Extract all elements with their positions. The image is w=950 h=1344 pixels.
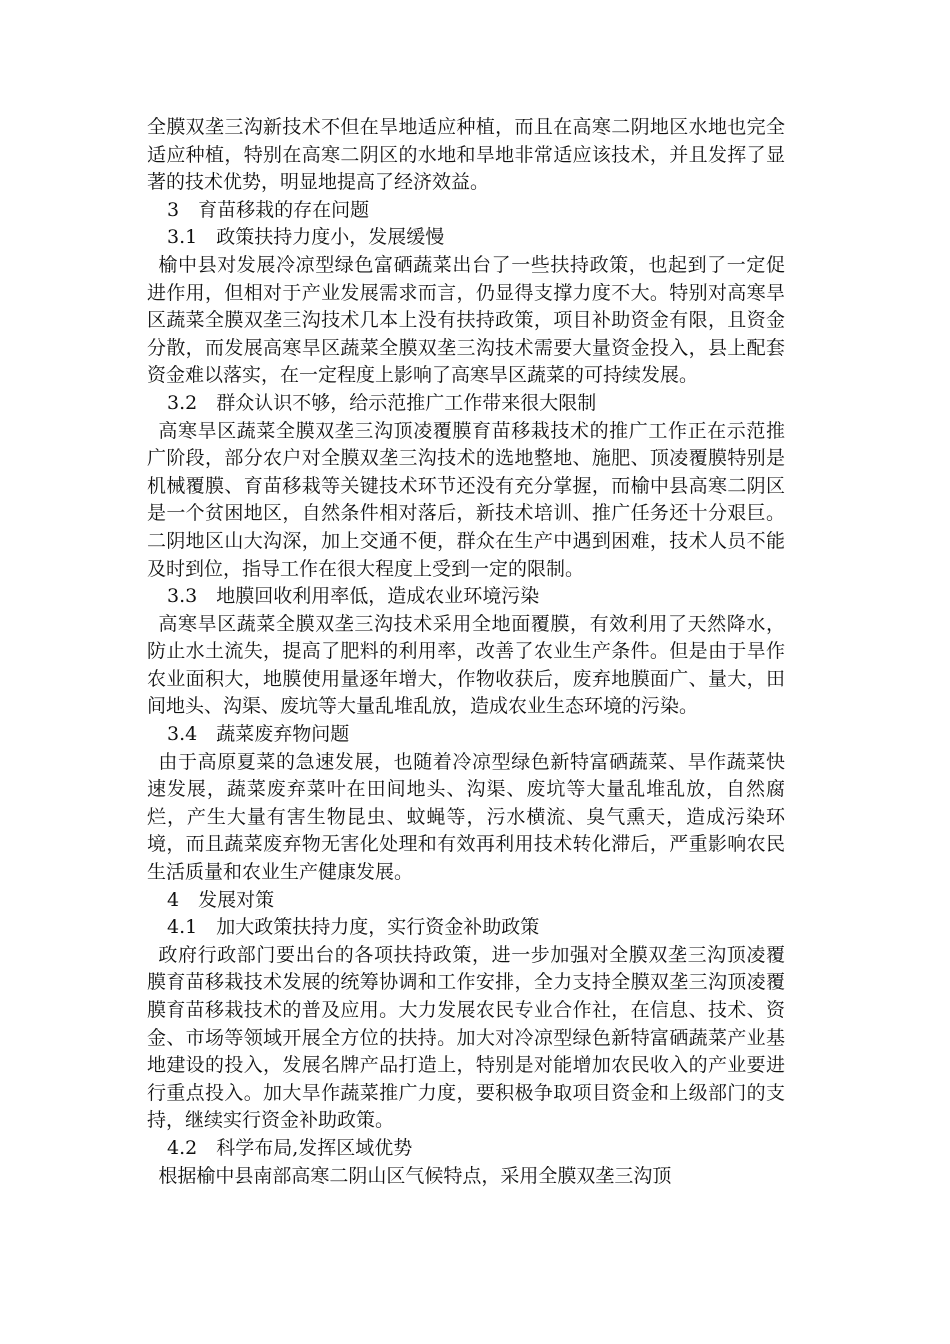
section-heading-3: 3 育苗移栽的存在问题 xyxy=(167,198,370,221)
paragraph-3-1: 榆中县对发展冷凉型绿色富硒蔬菜出台了一些扶持政策，也起到了一定促进作用，但相对于产业发展需求而言，仍显得支撑力度不大。特别对高寒旱区蔬菜全膜双垄三沟技术几本上没有扶持政策，项目补助资金有限，且资金分散，而发展高寒旱区蔬菜全膜双垄三沟技术需要大量资金投入，县上配套资金难以落实，在一定程度上影响了高寒旱区蔬菜的可持续发展。 xyxy=(147,253,785,387)
subsection-heading-4-2: 4.2 科学布局,发挥区域优势 xyxy=(167,1136,413,1159)
paragraph-4-1: 政府行政部门要出台的各项扶持政策，进一步加强对全膜双垄三沟顶凌覆膜育苗移栽技术发展的统筹协调和工作安排，全力支持全膜双垄三沟顶凌覆膜育苗移栽技术的普及应用。大力发展农民专业合作社，在信息、技术、资金、市场等领域开展全方位的扶持。加大对冷凉型绿色新特富硒蔬菜产业基地建设的投入，发展名牌产品打造上，特别是对能增加农民收入的产业要进行重点投入。加大旱作蔬菜推广力度，要积极争取项目资金和上级部门的支持，继续实行资金补助政策。 xyxy=(147,943,785,1132)
paragraph-3-4: 由于高原夏菜的急速发展，也随着冷凉型绿色新特富硒蔬菜、旱作蔬菜快速发展，蔬菜废弃菜叶在田间地头、沟渠、废坑等大量乱堆乱放，自然腐烂，产生大量有害生物昆虫、蚊蝇等，污水横流、臭气熏天，造成污染环境，而且蔬菜废弃物无害化处理和有效再利用技术转化滞后，严重影响农民生活质量和农业生产健康发展。 xyxy=(147,750,785,884)
subsection-heading-3-3: 3.3 地膜回收利用率低，造成农业环境污染 xyxy=(167,585,540,608)
paragraph-3-3: 高寒旱区蔬菜全膜双垄三沟技术采用全地面覆膜，有效利用了天然降水，防止水土流失，提高了肥料的利用率，改善了农业生产条件。但是由于旱作农业面积大，地膜使用量逐年增大，作物收获后，废弃地膜面广、量大，田间地头、沟渠、废坑等大量乱堆乱放，造成农业生态环境的污染。 xyxy=(147,612,785,718)
document-body xyxy=(147,114,785,1190)
subsection-heading-3-1: 3.1 政策扶持力度小，发展缓慢 xyxy=(167,226,445,249)
paragraph-4-2: 根据榆中县南部高寒二阴山区气候特点，采用全膜双垄三沟顶 xyxy=(158,1164,672,1187)
section-heading-4: 4 发展对策 xyxy=(167,888,275,911)
subsection-heading-3-4: 3.4 蔬菜废弃物问题 xyxy=(167,723,350,746)
subsection-heading-3-2: 3.2 群众认识不够，给示范推广工作带来很大限制 xyxy=(167,391,597,414)
paragraph-3-2: 高寒旱区蔬菜全膜双垄三沟顶凌覆膜育苗移栽技术的推广工作正在示范推广阶段，部分农户对全膜双垄三沟技术的选地整地、施肥、顶凌覆膜特别是机械覆膜、育苗移栽等关键技术环节还没有充分掌握，而榆中县高寒二阴区是一个贫困地区，自然条件相对落后，新技术培训、推广任务还十分艰巨。二阴地区山大沟深，加上交通不便，群众在生产中遇到困难，技术人员不能及时到位，指导工作在很大程度上受到一定的限制。 xyxy=(147,419,785,580)
paragraph-intro-continuation: 全膜双垄三沟新技术不但在旱地适应种植，而且在高寒二阴地区水地也完全适应种植，特别在高寒二阴区的水地和旱地非常适应该技术，并且发挥了显著的技术优势，明显地提高了经济效益。 xyxy=(147,116,785,194)
subsection-heading-4-1: 4.1 加大政策扶持力度，实行资金补助政策 xyxy=(167,916,540,939)
